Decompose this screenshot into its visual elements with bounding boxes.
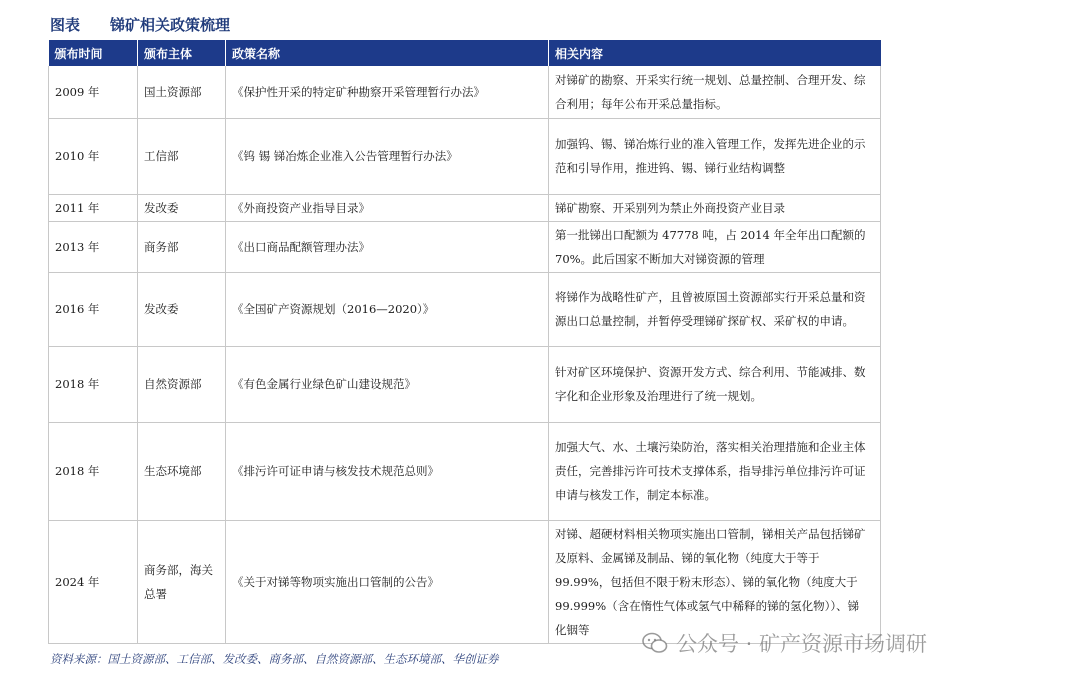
cell-content: 加强大气、水、土壤污染防治，落实相关治理措施和企业主体责任，完善排污许可技术支撑体系，指导排污单位排污许可证申请与核发工作，制定本标准。	[549, 422, 881, 520]
watermark-text: 公众号 · 矿产资源市场调研	[676, 632, 928, 656]
cell-year: 2010 年	[49, 118, 138, 194]
cell-issuer: 商务部	[138, 221, 226, 272]
caption-title: 锑矿相关政策梳理	[110, 16, 231, 34]
cell-policy: 《钨 锡 锑冶炼企业准入公告管理暂行办法》	[226, 118, 549, 194]
cell-issuer: 工信部	[138, 118, 226, 194]
header-issuer: 颁布主体	[138, 40, 226, 66]
cell-issuer: 国土资源部	[138, 66, 226, 118]
cell-issuer: 生态环境部	[138, 422, 226, 520]
table-row	[49, 221, 881, 272]
cell-content: 对锑矿的勘察、开采实行统一规划、总量控制、合理开发、综合利用；每年公布开采总量指标。	[549, 66, 881, 118]
cell-issuer: 商务部，海关总署	[138, 520, 226, 643]
policy-table	[48, 40, 881, 644]
table-row	[49, 346, 881, 422]
cell-year: 2024 年	[49, 520, 138, 643]
table-row	[49, 194, 881, 221]
cell-issuer: 自然资源部	[138, 346, 226, 422]
cell-policy: 《出口商品配额管理办法》	[226, 221, 549, 272]
header-content: 相关内容	[549, 40, 881, 66]
watermark	[642, 628, 927, 658]
table-row	[49, 66, 881, 118]
table-row	[49, 118, 881, 194]
cell-year: 2016 年	[49, 272, 138, 346]
table-row	[49, 422, 881, 520]
cell-content: 针对矿区环境保护、资源开发方式、综合利用、节能减排、数字化和企业形象及治理进行了统一规划。	[549, 346, 881, 422]
table-header	[49, 40, 881, 66]
cell-policy: 《排污许可证申请与核发技术规范总则》	[226, 422, 549, 520]
cell-policy: 《有色金属行业绿色矿山建设规范》	[226, 346, 549, 422]
cell-policy: 《外商投资产业指导目录》	[226, 194, 549, 221]
cell-year: 2018 年	[49, 346, 138, 422]
cell-policy: 《关于对锑等物项实施出口管制的公告》	[226, 520, 549, 643]
cell-year: 2011 年	[49, 194, 138, 221]
cell-content: 加强钨、锡、锑冶炼行业的准入管理工作，发挥先进企业的示范和引导作用，推进钨、锡、锑行业结构调整	[549, 118, 881, 194]
table-row	[49, 520, 881, 643]
cell-policy: 《保护性开采的特定矿种勘察开采管理暂行办法》	[226, 66, 549, 118]
table-row	[49, 272, 881, 346]
figure-caption	[50, 14, 230, 35]
cell-policy: 《全国矿产资源规划（2016—2020）》	[226, 272, 549, 346]
cell-content: 第一批锑出口配额为 47778 吨，占 2014 年全年出口配额的 70%。此后国家不断加大对锑资源的管理	[549, 221, 881, 272]
policy-table-container	[48, 40, 880, 644]
source-note: 资料来源：国土资源部、工信部、发改委、商务部、自然资源部、生态环境部、华创证券	[50, 652, 499, 666]
cell-year: 2013 年	[49, 221, 138, 272]
cell-year: 2018 年	[49, 422, 138, 520]
cell-content: 对锑、超硬材料相关物项实施出口管制，锑相关产品包括锑矿及原料、金属锑及制品、锑的氧化物（纯度大于等于 99.99%，包括但不限于粉末形态）、锑的氧化物（纯度大于 99.999%（含在惰性气体或氢气中稀释的锑的氢化物））、锑化铟等	[549, 520, 881, 643]
cell-issuer: 发改委	[138, 194, 226, 221]
cell-year: 2009 年	[49, 66, 138, 118]
header-year: 颁布时间	[49, 40, 138, 66]
cell-content: 锑矿勘察、开采别列为禁止外商投资产业目录	[549, 194, 881, 221]
caption-label: 图表	[50, 16, 81, 34]
cell-content: 将锑作为战略性矿产，且曾被原国土资源部实行开采总量和资源出口总量控制，并暂停受理锑矿探矿权、采矿权的申请。	[549, 272, 881, 346]
cell-issuer: 发改委	[138, 272, 226, 346]
table-body	[49, 66, 881, 643]
header-policy: 政策名称	[226, 40, 549, 66]
wechat-icon	[642, 632, 668, 654]
